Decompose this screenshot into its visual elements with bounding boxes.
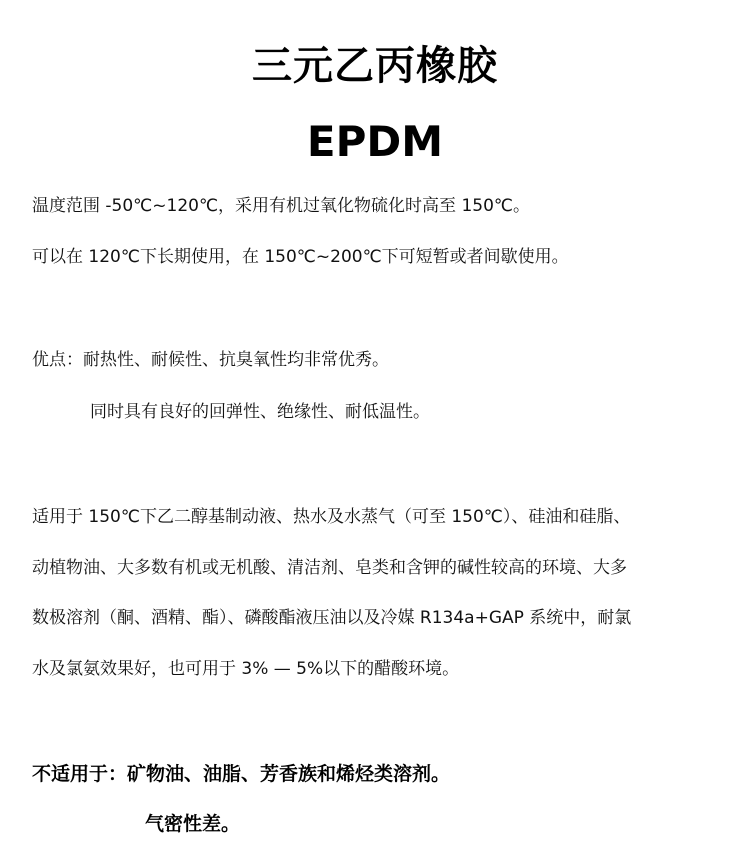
page-subtitle: EPDM — [306, 117, 444, 166]
temperature-range-text: 温度范围 -50℃~120℃，采用有机过氧化物硫化时高至 150℃。 — [32, 196, 530, 216]
advantages-text: 优点：耐热性、耐候性、抗臭氧性均非常优秀。 — [32, 350, 389, 370]
page-title: 三元乙丙橡胶 — [252, 43, 498, 89]
applications-line: 水及氯氨效果好，也可用于 3% — 5%以下的醋酸环境。 — [32, 659, 460, 679]
unsuitable-text: 不适用于：矿物油、油脂、芳香族和烯烃类溶剂。 — [32, 763, 451, 785]
applications-line: 动植物油、大多数有机或无机酸、清洁剂、皂类和含钾的碱性较高的环境、大多 — [32, 558, 627, 578]
temperature-usage-text: 可以在 120℃下长期使用，在 150℃~200℃下可短暂或者间歇使用。 — [32, 247, 569, 267]
airtightness-text: 气密性差。 — [145, 813, 241, 835]
applications-line: 适用于 150℃下乙二醇基制动液、热水及水蒸气（可至 150℃）、硅油和硅脂、 — [32, 507, 631, 527]
advantages-extra-text: 同时具有良好的回弹性、绝缘性、耐低温性。 — [90, 402, 430, 422]
applications-line: 数极溶剂（酮、酒精、酯）、磷酸酯液压油以及冷媒 R134a+GAP 系统中，耐氯 — [32, 608, 632, 628]
